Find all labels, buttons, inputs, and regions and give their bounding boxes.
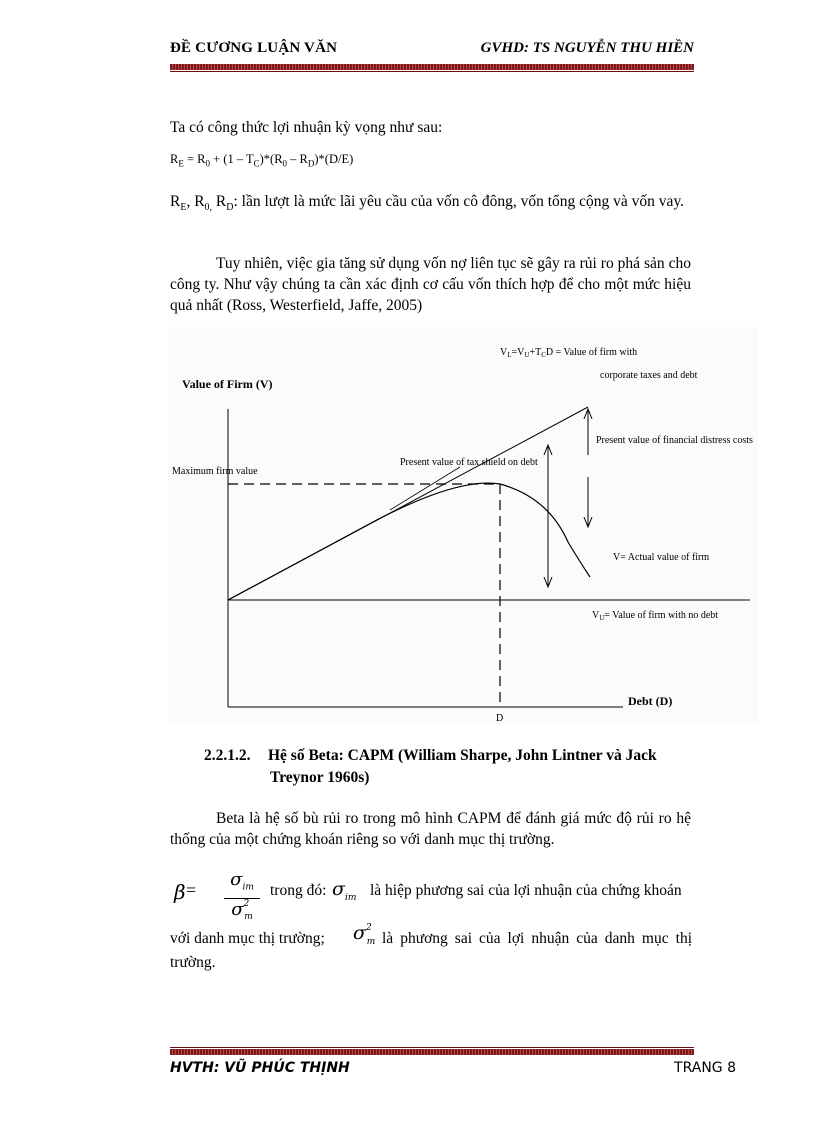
actual-value-label: V= Actual value of firm: [613, 552, 710, 563]
page-number: TRANG 8: [674, 1060, 736, 1076]
beta-variance-line: với danh mục thị trường; $\sigma^2_m$ là phương sai của lợi nhuận của danh mục thị: [170, 922, 692, 947]
distress-costs-label: Present value of financial distress costs: [596, 435, 753, 446]
y-axis-label: Value of Firm (V): [182, 377, 273, 391]
beta-symbol: β: [174, 880, 186, 904]
variables-definition: $R_E$, $R_{0,}$ $R_D$: lần lượt là mức lãi yêu cầu của vốn cô đông, vốn tổng cộng và vốn vay.: [170, 193, 685, 214]
actual-value-curve: [228, 483, 590, 600]
x-tick-d: D: [496, 713, 504, 724]
page-header: [170, 40, 694, 62]
tax-shield-label: Present value of tax shield on debt: [400, 457, 538, 468]
capital-structure-figure: [168, 327, 758, 725]
header-title: ĐỀ CƯƠNG LUẬN VĂN: [170, 40, 338, 56]
vl-label: $V_L=V_U+T_CD$ = Value of firm with: [500, 347, 638, 359]
beta-paragraph: Beta là hệ số bù rủi ro trong mô hình CAPM để đánh giá mức độ rủi ro hệ thống của một chứng khoán riêng so với danh mục thị trường.: [170, 810, 691, 848]
section-title-line2: Treynor 1960s): [270, 769, 370, 786]
max-value-label: Maximum firm value: [172, 466, 258, 477]
vu-label: $V_U=$ Value of firm with no debt: [592, 610, 719, 622]
beta-formula: β = $\sigma_{im}$ $\sigma^2_m$ trong đó: $\sigma_{im}$ là hiệp phương sai của lợi nhuận của chứng khoán: [174, 869, 682, 923]
footer-rule: [170, 1049, 694, 1055]
section-title-line1: Hệ số Beta: CAPM (William Sharpe, John Lintner và Jack: [268, 747, 657, 764]
header-advisor: GVHD: TS NGUYỄN THU HIỀN: [480, 40, 694, 56]
section-heading: [204, 745, 704, 789]
paragraph-bankruptcy-risk: Tuy nhiên, việc gia tăng sử dụng vốn nợ liên tục sẽ gây ra rủi ro phá sản cho công ty. Như vậy chúng ta cần xác định cơ cấu vốn thích hợp để cho một mức hiệu quả nhất (Ross, Westerfield, Jaffe, 2005): [170, 255, 691, 314]
vl-label-line2: corporate taxes and debt: [600, 370, 698, 381]
expected-return-formula: $R_E = R_0 + (1 - T_C)*(R_0 - R_D)*(D/E)$: [170, 152, 354, 169]
section-number: 2.2.1.2.: [204, 747, 251, 764]
beta-variance-line-end: trường.: [170, 954, 216, 971]
footer-author: HVTH: VŨ PHÚC THỊNH: [170, 1060, 350, 1076]
x-axis-label: Debt (D): [628, 694, 673, 708]
page-footer: [170, 1060, 736, 1080]
intro-text: Ta có công thức lợi nhuận kỳ vọng như sau:: [170, 119, 443, 136]
header-rule: [170, 64, 694, 70]
